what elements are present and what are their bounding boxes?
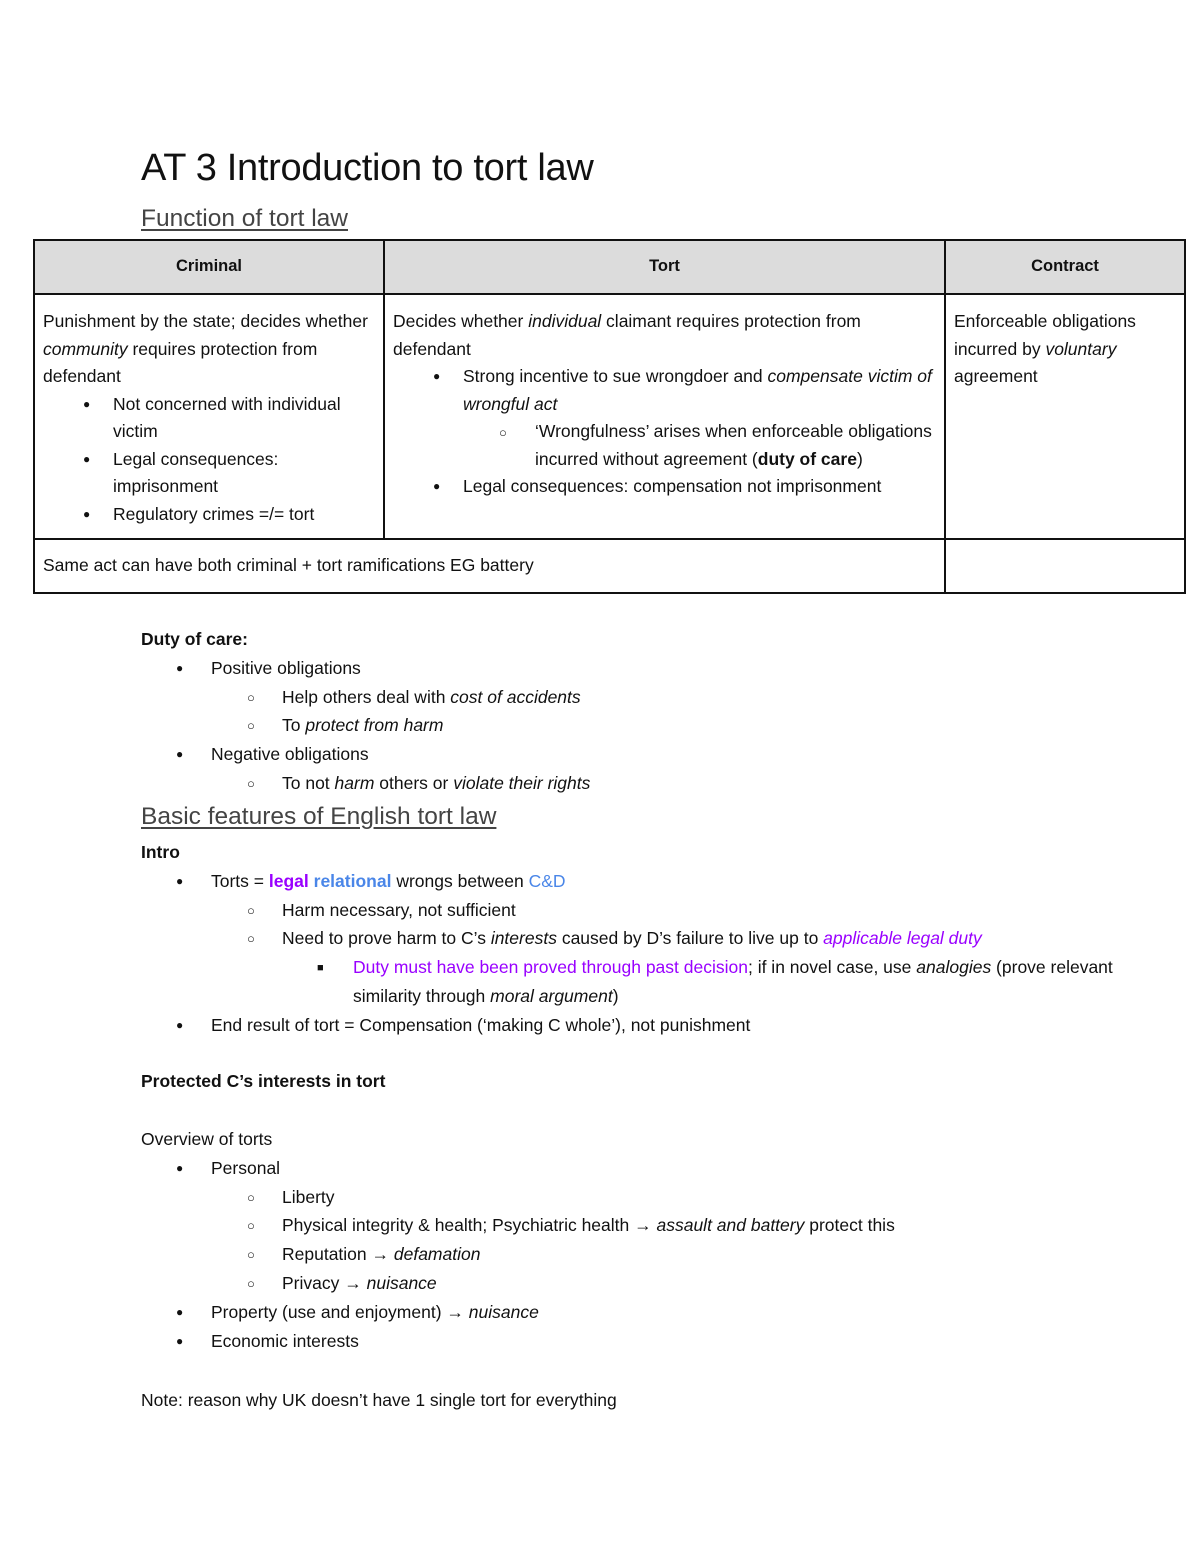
cell-empty [945,539,1185,593]
list-item [0,1269,1141,1298]
text: caused by D’s failure to live up to [556,928,824,949]
section-heading-function: Function of tort law [141,205,348,232]
list-item [0,953,1141,1011]
table-header-row [34,240,1185,294]
text: ) [856,448,863,469]
duty-of-care-block [141,625,1141,798]
emphasis: protect from harm [305,715,444,736]
list-item [0,1298,1141,1327]
list-item [0,769,1141,798]
text: To not [282,772,335,793]
list-item: ● Not concerned with individual victim [43,391,375,446]
text: requires protection from defendant [43,338,318,386]
overview-block [141,1125,1141,1355]
list-item: ● Legal consequences: imprisonment [43,446,375,501]
emphasis: analogies [916,957,992,978]
list-item [0,924,1141,953]
header-criminal: Criminal [34,240,384,294]
list-item: ● Personal [0,1154,1141,1183]
list-item: ● Regulatory crimes =/= tort [43,501,375,529]
highlight-text: C&D [528,870,566,891]
text: agreement [954,366,1038,386]
tort-list [393,363,936,501]
emphasis: nuisance [468,1301,539,1322]
text: Need to prove harm to C’s [282,928,491,949]
list-item: ● Economic interests [0,1327,1141,1356]
list-item [0,683,1141,712]
cell-tort [384,294,945,539]
criminal-list [43,391,375,529]
bold-text: Intro [141,842,180,862]
highlight-text: Duty must have been proved through past decision [353,957,748,978]
text: (prove relevant similarity through [353,957,1113,1006]
intro-block [141,838,1141,1040]
table-row [34,294,1185,539]
text: ‘Wrongfulness’ arises when enforceable obligations incurred without agreement ( [535,421,932,469]
page-title: AT 3 Introduction to tort law [141,147,594,189]
contract-text [954,308,1176,391]
list-item [0,1240,1141,1269]
emphasis: defamation [393,1244,481,1265]
criminal-text [43,308,375,391]
text: Physical integrity & health; Psychiatric health → [282,1215,657,1236]
emphasis: compensate victim of wrongful act [463,366,932,414]
list-item [393,418,936,473]
highlight-text: legal [268,870,309,891]
text: Reputation → [282,1244,394,1265]
text: Enforceable obligations incurred by [954,311,1136,359]
emphasis: voluntary [1045,338,1117,359]
emphasis: applicable legal duty [823,928,982,949]
text: protect this [804,1215,895,1236]
duty-label [141,625,1141,654]
list-item [0,867,1141,896]
protected-label [141,1067,1141,1096]
note-text: Note: reason why UK doesn’t have 1 single tort for everything [141,1390,617,1410]
emphasis: harm [334,772,375,793]
emphasis: violate their rights [453,772,591,793]
text: Help others deal with [282,686,451,707]
emphasis: nuisance [366,1272,437,1293]
highlight-text: relational [313,870,392,891]
list-item: ● Positive obligations [0,654,1141,683]
tort-text [393,308,936,363]
text: ; if in novel case, use [747,957,917,978]
text: To [282,715,306,736]
emphasis: moral argument [490,985,613,1006]
emphasis: cost of accidents [450,686,581,707]
text: others or [374,772,454,793]
list-item: ● Negative obligations [0,740,1141,769]
bold-text: Duty of care: [141,629,248,649]
list-item: ● End result of tort = Compensation (‘making C whole’), not punishment [0,1011,1141,1040]
text: Punishment by the state; decides whether [43,311,368,331]
emphasis: interests [490,928,557,949]
text: Privacy → [282,1272,367,1293]
emphasis: assault and battery [656,1215,805,1236]
emphasis: community [43,338,128,359]
text: claimant requires protection from defendant [393,311,861,359]
bold-text: Protected C’s interests in tort [141,1071,386,1091]
text: Strong incentive to sue wrongdoer and [463,366,768,386]
comparison-table [33,239,1186,594]
list-item: ● Legal consequences: compensation not imprisonment [393,473,936,501]
emphasis: individual [528,311,602,331]
list-item [0,1211,1141,1240]
cell-same-act: Same act can have both criminal + tort ramifications EG battery [34,539,945,593]
header-contract: Contract [945,240,1185,294]
list-item [0,711,1141,740]
list-item: ○ Harm necessary, not sufficient [0,896,1141,925]
text: Property (use and enjoyment) → [211,1301,469,1322]
cell-criminal [34,294,384,539]
intro-list [0,867,1141,1040]
text: ) [612,985,619,1006]
list-item: ○ Liberty [0,1183,1141,1212]
note-block [141,1386,1141,1415]
list-item [393,363,936,418]
header-tort: Tort [384,240,945,294]
intro-label [141,838,1141,867]
text: wrongs between [391,870,529,891]
overview-label: Overview of torts [141,1129,273,1149]
cell-contract [945,294,1185,539]
text: Torts = [211,870,269,891]
bold-text: duty of care [757,448,857,469]
table-row [34,539,1185,593]
overview-list [0,1154,1141,1356]
protected-block [141,1067,1141,1096]
text: Decides whether [393,311,529,331]
duty-list [0,654,1141,798]
section-heading-basic-features: Basic features of English tort law [141,803,497,830]
